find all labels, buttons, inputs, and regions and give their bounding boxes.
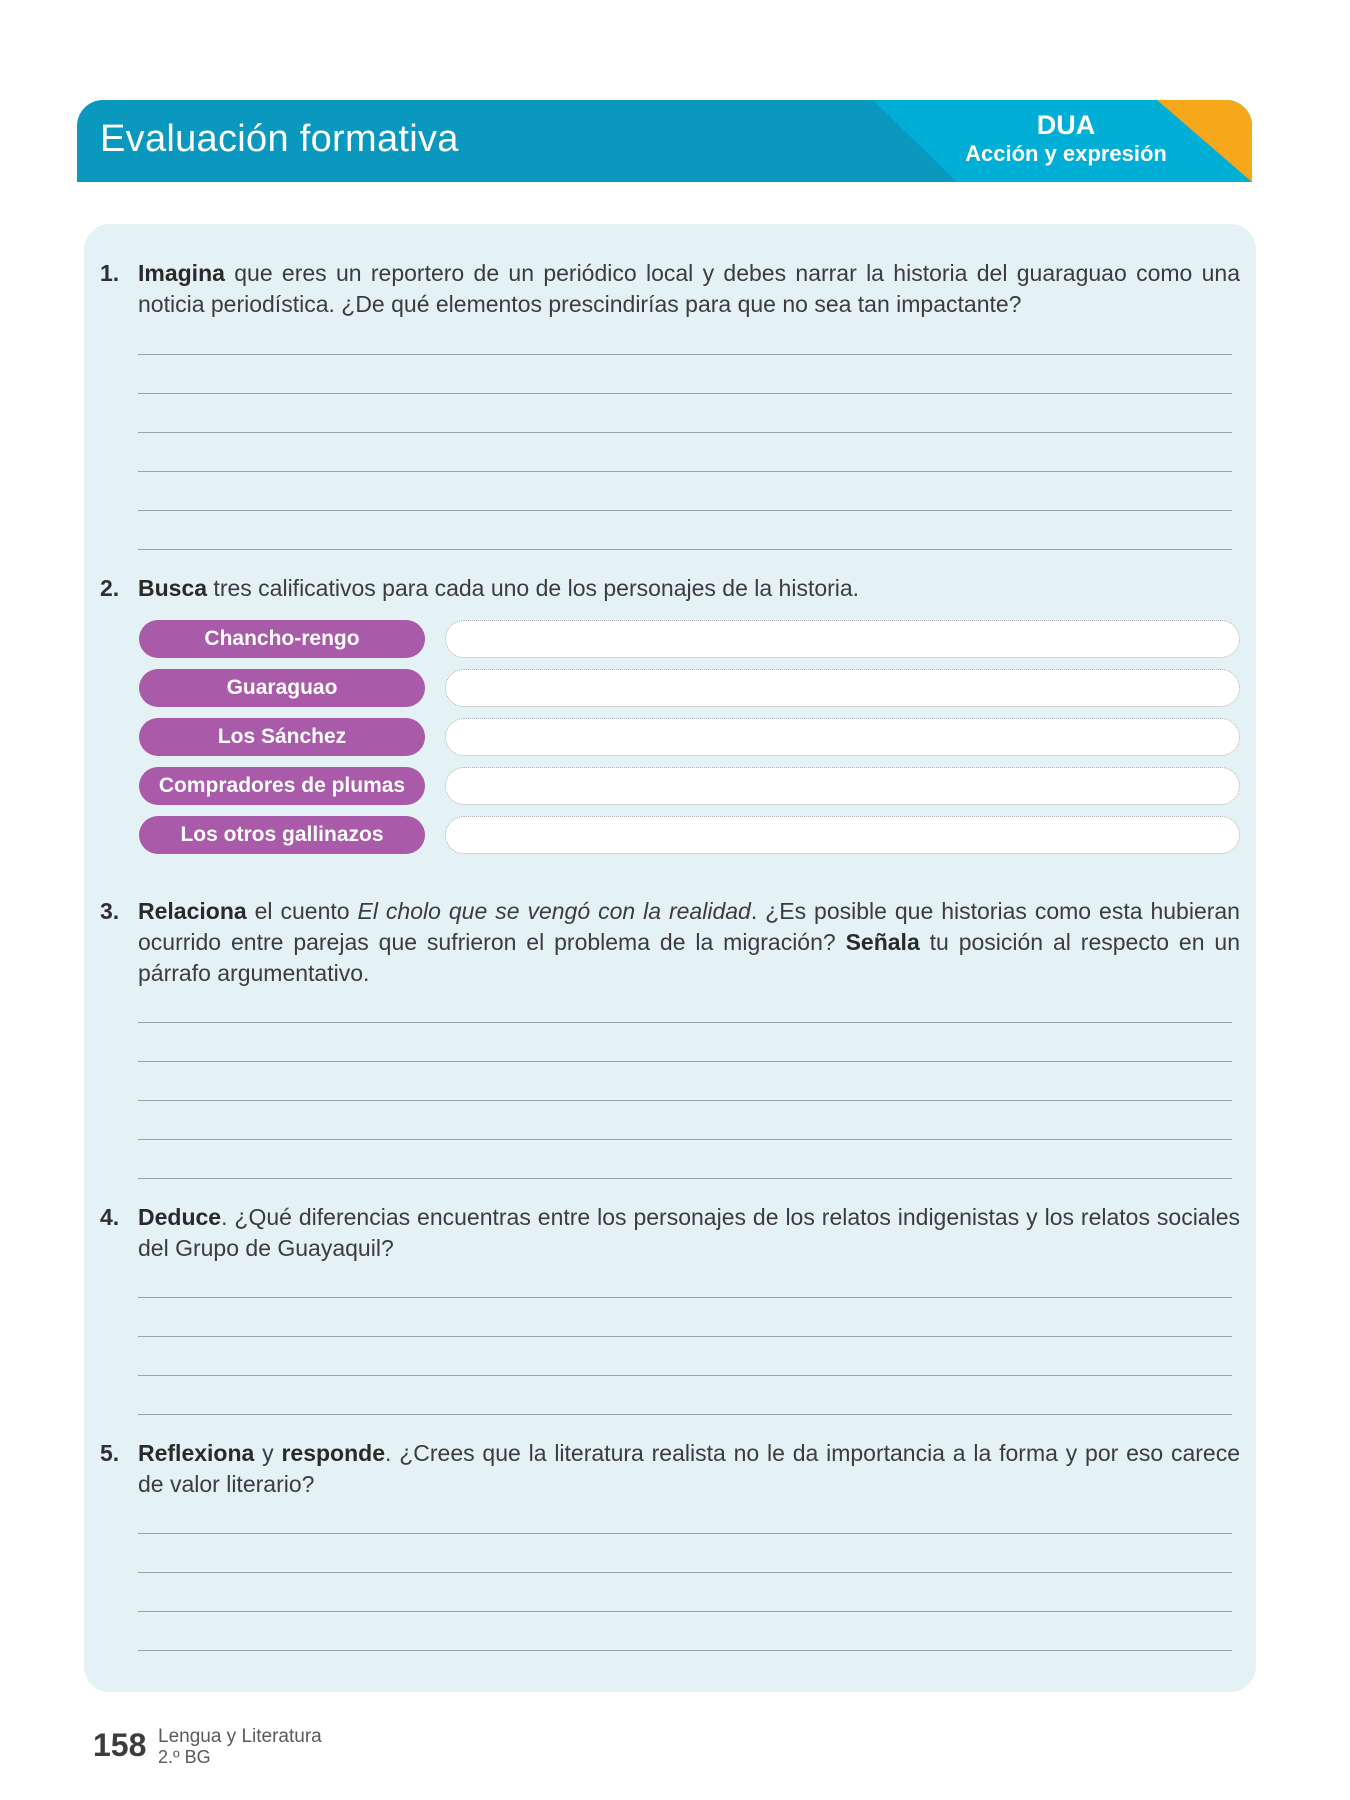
question-verb: Imagina — [138, 260, 225, 286]
character-label: Compradores de plumas — [139, 767, 425, 805]
question-verb: responde — [281, 1440, 385, 1466]
answer-line[interactable] — [138, 1611, 1232, 1612]
answer-line[interactable] — [138, 1139, 1232, 1140]
dua-badge-subtitle: Acción y expresión — [965, 141, 1167, 166]
question-number: 1. — [100, 260, 120, 286]
character-answer-field[interactable] — [445, 669, 1240, 707]
character-label: Los Sánchez — [139, 718, 425, 756]
answer-line[interactable] — [138, 1297, 1232, 1298]
answer-line[interactable] — [138, 1100, 1232, 1101]
character-label: Chancho-rengo — [139, 620, 425, 658]
question-verb: Señala — [845, 929, 920, 955]
answer-line[interactable] — [138, 471, 1232, 472]
question-verb: Reflexiona — [138, 1440, 255, 1466]
question-4 — [100, 1202, 1240, 1264]
question-2 — [100, 573, 1240, 604]
character-answer-field[interactable] — [445, 718, 1240, 756]
question-text: Relaciona el cuento El cholo que se vengó con la realidad. ¿Es posible que historias como esta hubieran ocurrido entre parejas que sufrieron el problema de la migración? Señala tu posición al respecto en un párrafo argumentativo. — [138, 898, 1240, 986]
answer-line[interactable] — [138, 1336, 1232, 1337]
story-title: El cholo que se vengó con la realidad — [357, 898, 751, 924]
answer-line[interactable] — [138, 354, 1232, 355]
question-number: 3. — [100, 898, 120, 924]
answer-line[interactable] — [138, 1061, 1232, 1062]
answer-line[interactable] — [138, 1022, 1232, 1023]
answer-line[interactable] — [138, 549, 1232, 550]
character-answer-field[interactable] — [445, 767, 1240, 805]
question-number: 5. — [100, 1440, 120, 1466]
section-header — [77, 100, 1252, 182]
question-5 — [100, 1438, 1240, 1500]
page-number: 158 — [93, 1727, 147, 1763]
question-verb: Relaciona — [138, 898, 247, 924]
answer-line[interactable] — [138, 1178, 1232, 1179]
question-text: Deduce. ¿Qué diferencias encuentras entre los personajes de los relatos indigenistas y los relatos sociales del Grupo de Guayaquil? — [138, 1204, 1240, 1261]
question-3 — [100, 896, 1240, 989]
answer-line[interactable] — [138, 1375, 1232, 1376]
question-text: Reflexiona y responde. ¿Crees que la literatura realista no le da importancia a la forma y por eso carece de valor literario? — [138, 1440, 1241, 1497]
dua-badge — [946, 110, 1186, 168]
answer-line[interactable] — [138, 1533, 1232, 1534]
question-verb: Busca — [138, 575, 208, 601]
answer-line[interactable] — [138, 432, 1232, 433]
answer-line[interactable] — [138, 1572, 1232, 1573]
page-title: Evaluación formativa — [100, 118, 459, 160]
question-number: 4. — [100, 1204, 120, 1230]
character-answer-field[interactable] — [445, 816, 1240, 854]
character-label: Guaraguao — [139, 669, 425, 707]
character-label: Los otros gallinazos — [139, 816, 425, 854]
question-text: Busca tres calificativos para cada uno de los personajes de la historia. — [138, 575, 860, 601]
question-verb: Deduce — [138, 1204, 222, 1230]
dua-badge-title: DUA — [1036, 110, 1096, 140]
question-text: Imagina que eres un reportero de un periódico local y debes narrar la historia del guaraguao como una noticia periodística. ¿De qué elementos prescindirías para que no sea tan impactante? — [138, 260, 1240, 317]
answer-line[interactable] — [138, 1414, 1232, 1415]
footer-grade: 2.º BG — [158, 1747, 211, 1767]
question-number: 2. — [100, 575, 120, 601]
answer-line[interactable] — [138, 393, 1232, 394]
answer-line[interactable] — [138, 510, 1232, 511]
question-1 — [100, 258, 1240, 320]
character-answer-field[interactable] — [445, 620, 1240, 658]
answer-line[interactable] — [138, 1650, 1232, 1651]
footer-subject: Lengua y Literatura — [158, 1726, 322, 1747]
